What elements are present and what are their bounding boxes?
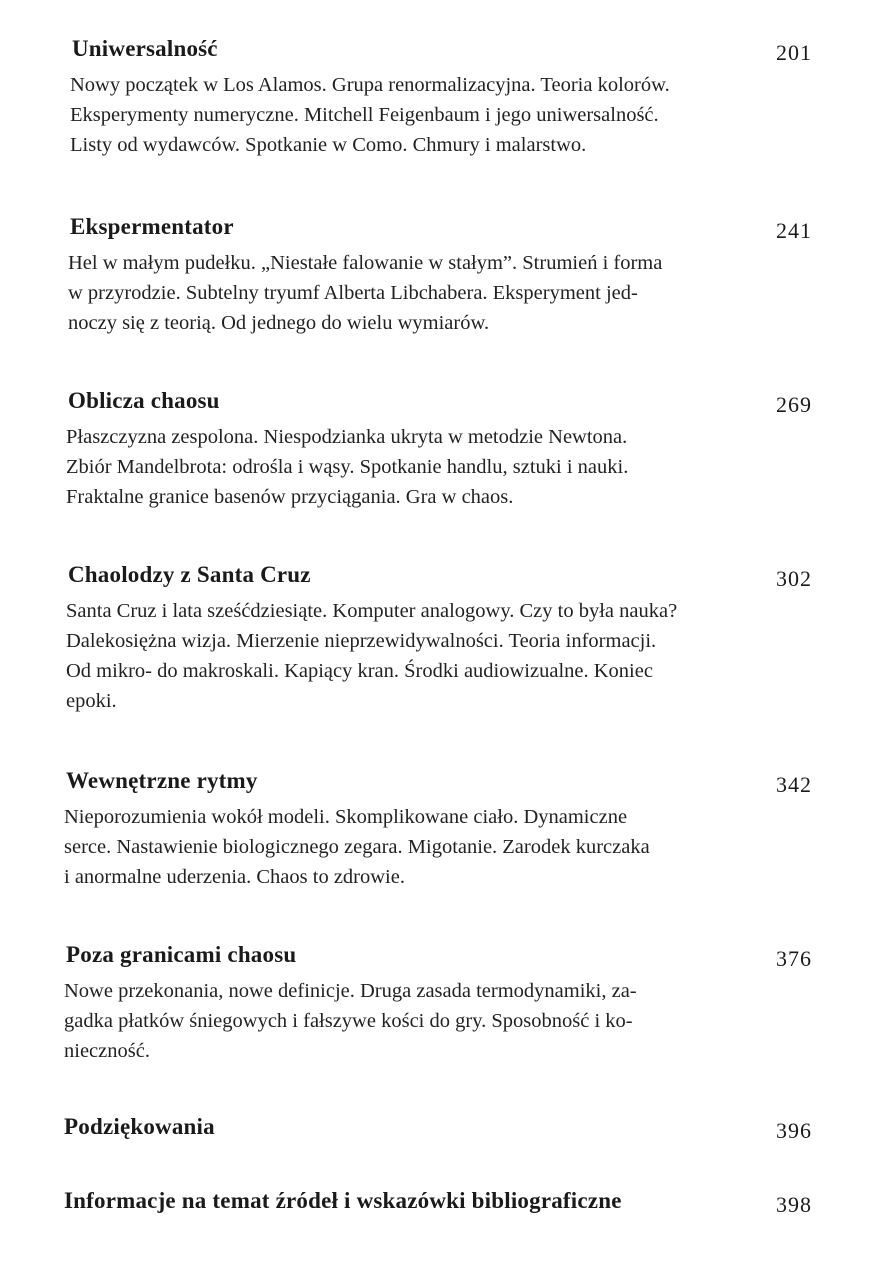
description-line: Fraktalne granice basenów przyciągania. Gra w chaos. (66, 486, 514, 508)
description-line: Nowy początek w Los Alamos. Grupa renormalizacyjna. Teoria kolorów. (70, 74, 670, 96)
description-line: nieczność. (64, 1040, 150, 1062)
toc-entry-oblicza-chaosu (0, 388, 882, 508)
entry-page-number: 201 (776, 40, 812, 65)
description-line: Dalekosiężna wizja. Mierzenie nieprzewidywalności. Teoria informacji. (66, 630, 657, 652)
description-line: Płaszczyzna zespolona. Niespodzianka ukryta w metodzie Newtona. (66, 426, 628, 448)
entry-page-number: 398 (776, 1192, 812, 1217)
entry-description (70, 70, 670, 160)
toc-entry-podziekowania (0, 1114, 882, 1144)
entry-page-number: 269 (776, 392, 812, 417)
entry-description (64, 802, 650, 892)
entry-page-number: 396 (776, 1118, 812, 1143)
toc-entry-wewnetrzne-rytmy (0, 768, 882, 888)
entry-description (66, 596, 677, 716)
description-line: Nieporozumienia wokół modeli. Skomplikowane ciało. Dynamiczne (64, 806, 628, 828)
entry-title: Wewnętrzne rytmy (66, 768, 258, 793)
toc-entry-chaolodzy (0, 562, 882, 712)
description-line: gadka płatków śniegowych i fałszywe kości do gry. Sposobność i ko- (64, 1010, 633, 1032)
entry-page-number: 241 (776, 218, 812, 243)
description-line: Zbiór Mandelbrota: odrośla i wąsy. Spotkanie handlu, sztuki i nauki. (66, 456, 629, 478)
toc-entry-informacje (0, 1188, 882, 1218)
description-line: serce. Nastawienie biologicznego zegara. Migotanie. Zarodek kurczaka (64, 836, 650, 858)
entry-description (68, 248, 662, 338)
entry-title: Oblicza chaosu (68, 388, 220, 413)
toc-entry-poza-granicami (0, 942, 882, 1062)
description-line: noczy się z teorią. Od jednego do wielu wymiarów. (68, 312, 490, 334)
entry-title: Podziękowania (64, 1114, 215, 1139)
description-line: w przyrodzie. Subtelny tryumf Alberta Libchabera. Eksperyment jed- (68, 282, 638, 304)
toc-entry-uniwersalnosc (0, 36, 882, 156)
description-line: Od mikro- do makroskali. Kapiący kran. Środki audiowizualne. Koniec (66, 660, 653, 682)
entry-title: Ekspermentator (70, 214, 234, 239)
entry-page-number: 302 (776, 566, 812, 591)
entry-page-number: 342 (776, 772, 812, 797)
entry-page-number: 376 (776, 946, 812, 971)
entry-description (66, 422, 628, 512)
description-line: Eksperymenty numeryczne. Mitchell Feigenbaum i jego uniwersalność. (70, 104, 659, 126)
toc-entry-ekspermentator (0, 214, 882, 334)
description-line: Santa Cruz i lata sześćdziesiąte. Komputer analogowy. Czy to była nauka? (66, 600, 678, 622)
description-line: Listy od wydawców. Spotkanie w Como. Chmury i malarstwo. (70, 134, 587, 156)
description-line: Nowe przekonania, nowe definicje. Druga zasada termodynamiki, za- (64, 980, 637, 1002)
entry-title: Informacje na temat źródeł i wskazówki bibliograficzne (64, 1188, 622, 1213)
description-line: epoki. (66, 690, 117, 712)
description-line: i anormalne uderzenia. Chaos to zdrowie. (64, 866, 405, 888)
description-line: Hel w małym pudełku. „Niestałe falowanie w stałym”. Strumień i forma (68, 252, 663, 274)
entry-title: Uniwersalność (72, 36, 218, 61)
entry-title: Chaolodzy z Santa Cruz (68, 562, 311, 587)
entry-title: Poza granicami chaosu (66, 942, 297, 967)
entry-description (64, 976, 637, 1066)
